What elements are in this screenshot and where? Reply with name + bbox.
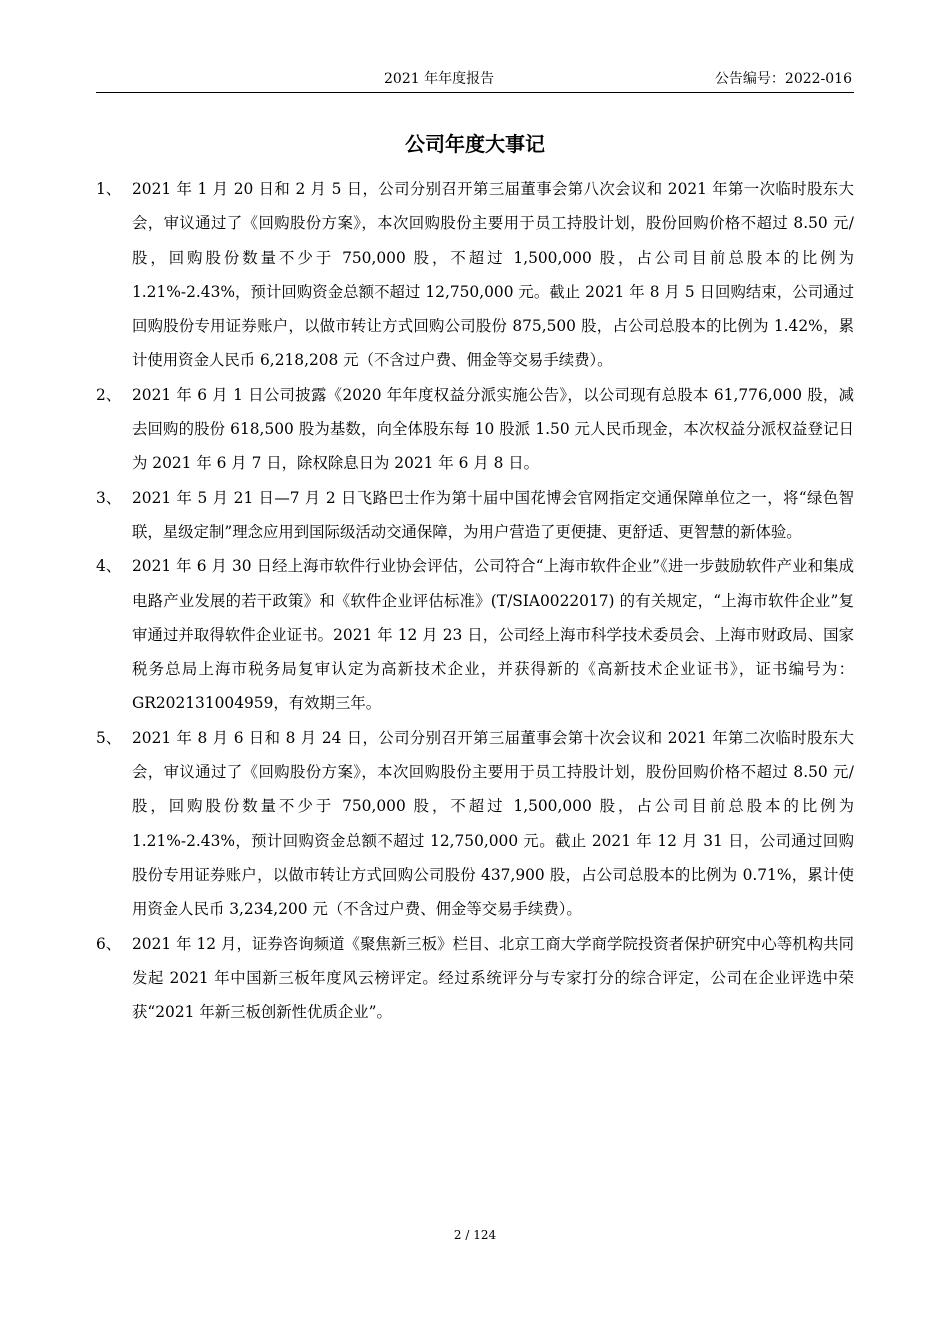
announcement-number: 公告编号：2022-016 <box>714 71 852 87</box>
event-text: 2021 年 6 月 30 日经上海市软件行业协会评估，公司符合“上海市软件企业”《进一步鼓励软件产业和集成电路产业发展的若干政策》和《软件企业评估标准》(T/SIA0022017) 的有关规定，“上海市软件企业”复审通过并取得软件企业证书。2021 年 12 月 23 日，公司经上海市科学技术委员会、上海市财政局、国家税务总局上海市税务局复审认定为高新技术企业，并获得新的《高新技术企业证书》，证书编号为：GR202131004959，有效期三年。 <box>132 557 854 713</box>
event-item <box>96 172 854 378</box>
event-item <box>96 721 854 927</box>
report-title: 2021 年年度报告 <box>384 71 495 87</box>
event-item <box>96 549 854 720</box>
page-footer <box>96 1228 854 1242</box>
page-title: 公司年度大事记 <box>405 132 545 156</box>
event-number: 4、 <box>96 557 122 576</box>
event-number: 5、 <box>96 728 122 747</box>
event-item <box>96 481 854 550</box>
event-item <box>96 378 854 481</box>
page-header <box>96 64 854 93</box>
event-text: 2021 年 1 月 20 日和 2 月 5 日，公司分别召开第三届董事会第八次会议和 2021 年第一次临时股东大会，审议通过了《回购股份方案》，本次回购股份主要用于员工持股计划，股份回购价格不超过 8.50 元/股，回购股份数量不少于 750,000 股，不超过 1,500,000 股，占公司目前总股本的比例为 1.21%-2.43%，预计回购资金总额不超过 12,750,000 元。截止 2021 年 8 月 5 日回购结束，公司通过回购股份专用证券账户，以做市转让方式回购公司股份 875,500 股，占公司总股本的比例为 1.42%，累计使用资金人民币 6,218,208 元（不含过户费、佣金等交易手续费）。 <box>132 180 854 370</box>
event-text: 2021 年 5 月 21 日—7 月 2 日飞路巴士作为第十届中国花博会官网指定交通保障单位之一，将“绿色智联，星级定制”理念应用到国际级活动交通保障，为用户营造了更便捷、更舒适、更智慧的新体验。 <box>132 488 854 541</box>
event-text: 2021 年 6 月 1 日公司披露《2020 年年度权益分派实施公告》，以公司现有总股本 61,776,000 股，减去回购的股份 618,500 股为基数，向全体股东每 10 股派 1.50 元人民币现金，本次权益分派权益登记日为 2021 年 6 月 7 日，除权除息日为 2021 年 6 月 8 日。 <box>132 385 854 473</box>
events-list <box>96 172 854 1029</box>
event-text: 2021 年 8 月 6 日和 8 月 24 日，公司分别召开第三届董事会第十次会议和 2021 年第二次临时股东大会，审议通过了《回购股份方案》，本次回购股份主要用于员工持股计划，股份回购价格不超过 8.50 元/股，回购股份数量不少于 750,000 股，不超过 1,500,000 股，占公司目前总股本的比例为 1.21%-2.43%，预计回购资金总额不超过 12,750,000 元。截止 2021 年 12 月 31 日，公司通过回购股份专用证券账户，以做市转让方式回购公司股份 437,900 股，占公司总股本的比例为 0.71%，累计使用资金人民币 3,234,200 元（不含过户费、佣金等交易手续费）。 <box>132 728 854 919</box>
event-number: 1、 <box>96 180 122 198</box>
event-number: 6、 <box>96 934 122 953</box>
event-number: 2、 <box>96 385 122 404</box>
event-item <box>96 927 854 1030</box>
page-indicator: 2 / 124 <box>453 1228 497 1242</box>
event-number: 3、 <box>96 488 122 507</box>
event-text: 2021 年 12 月，证券咨询频道《聚焦新三板》栏目、北京工商大学商学院投资者保护研究中心等机构共同发起 2021 年中国新三板年度风云榜评定。经过系统评分与专家打分的综合评定，公司在企业评选中荣获“2021 年新三板创新性优质企业”。 <box>132 934 854 1022</box>
